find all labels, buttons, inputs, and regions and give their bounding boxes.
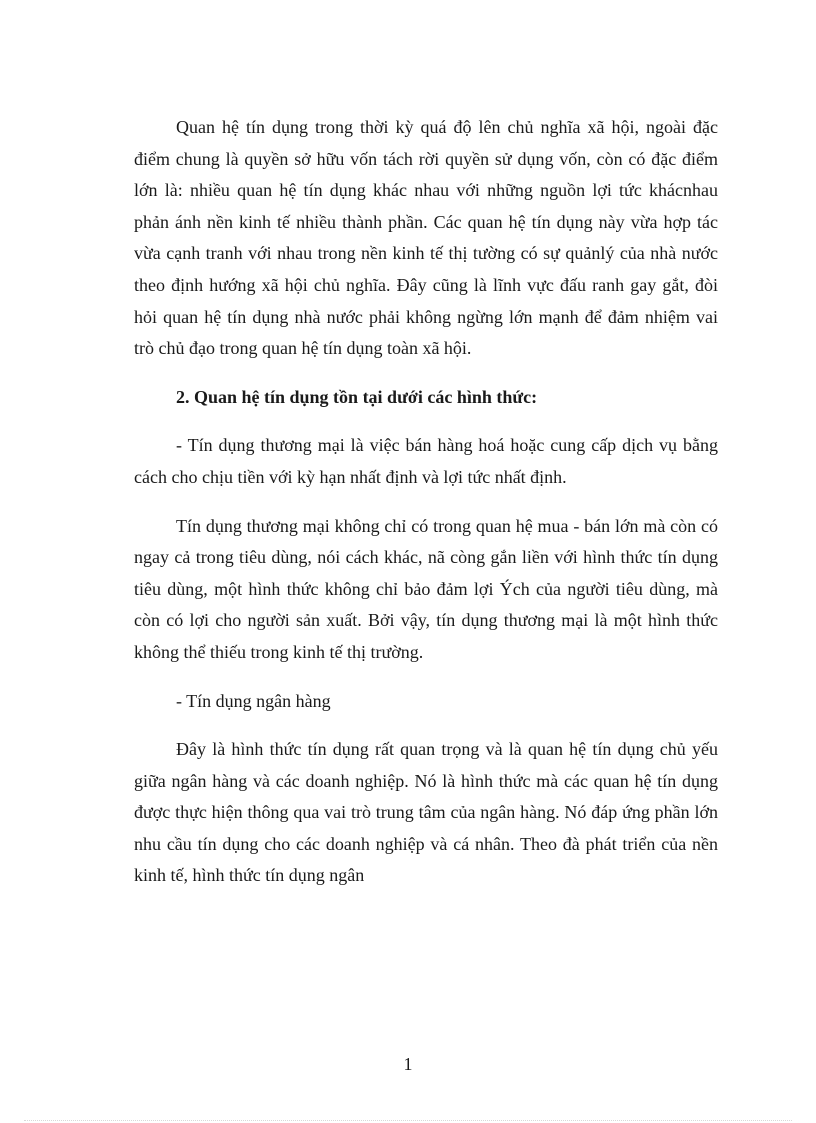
section-heading-credit-forms: 2. Quan hệ tín dụng tồn tại dưới các hình thức: bbox=[176, 386, 538, 407]
paragraph-bank-credit-details: Đây là hình thức tín dụng rất quan trọng và là quan hệ tín dụng chủ yếu giữa ngân hàng và các doanh nghiệp. Nó là hình thức mà các quan hệ tín dụng được thực hiện thông qua vai trò trung tâm của ngân hàng. Nó đáp ứng phần lớn nhu cầu tín dụng cho các doanh nghiệp và cá nhân. Theo đà phát triển của nền kinh tế, hình thức tín dụng ngân bbox=[134, 739, 718, 886]
paragraph-commercial-credit-details: Tín dụng thương mại không chỉ có trong quan hệ mua - bán lớn mà còn có ngay cả trong tiêu dùng, nói cách khác, nã còng gắn liền với hình thức tín dụng tiêu dùng, một hình thức không chỉ bảo đảm lợi Ých của người tiêu dùng, mà còn có lợi cho người sản xuất. Bởi vậy, tín dụng thương mại là một hình thức không thể thiếu trong kinh tế thị trường. bbox=[134, 515, 718, 662]
paragraph-credit-relations-transition: Quan hệ tín dụng trong thời kỳ quá độ lên chủ nghĩa xã hội, ngoài đặc điểm chung là quyền sở hữu vốn tách rời quyền sử dụng vốn, còn có đặc điểm lớn là: nhiều quan hệ tín dụng khác nhau với những nguồn lợi tức khácnhau phản ánh nền kinh tế nhiều thành phần. Các quan hệ tín dụng này vừa hợp tác vừa cạnh tranh với nhau trong nền kinh tế thị tường có sự quảnlý của nhà nước theo định hướng xã hội chủ nghĩa. Đây cũng là lĩnh vực đấu ranh gay gắt, đòi hỏi quan hệ tín dụng nhà nước phải không ngừng lớn mạnh để đảm nhiệm vai trò chủ đạo trong quan hệ tín dụng toàn xã hội. bbox=[134, 117, 718, 359]
paragraph-commercial-credit-definition: - Tín dụng thương mại là việc bán hàng hoá hoặc cung cấp dịch vụ bằng cách cho chịu tiền với kỳ hạn nhất định và lợi tức nhất định. bbox=[134, 435, 718, 487]
page-number: 1 bbox=[403, 1054, 413, 1074]
page-bottom-edge bbox=[24, 1120, 792, 1121]
paragraph-bank-credit-label: - Tín dụng ngân hàng bbox=[176, 690, 331, 711]
page-body bbox=[134, 112, 718, 892]
